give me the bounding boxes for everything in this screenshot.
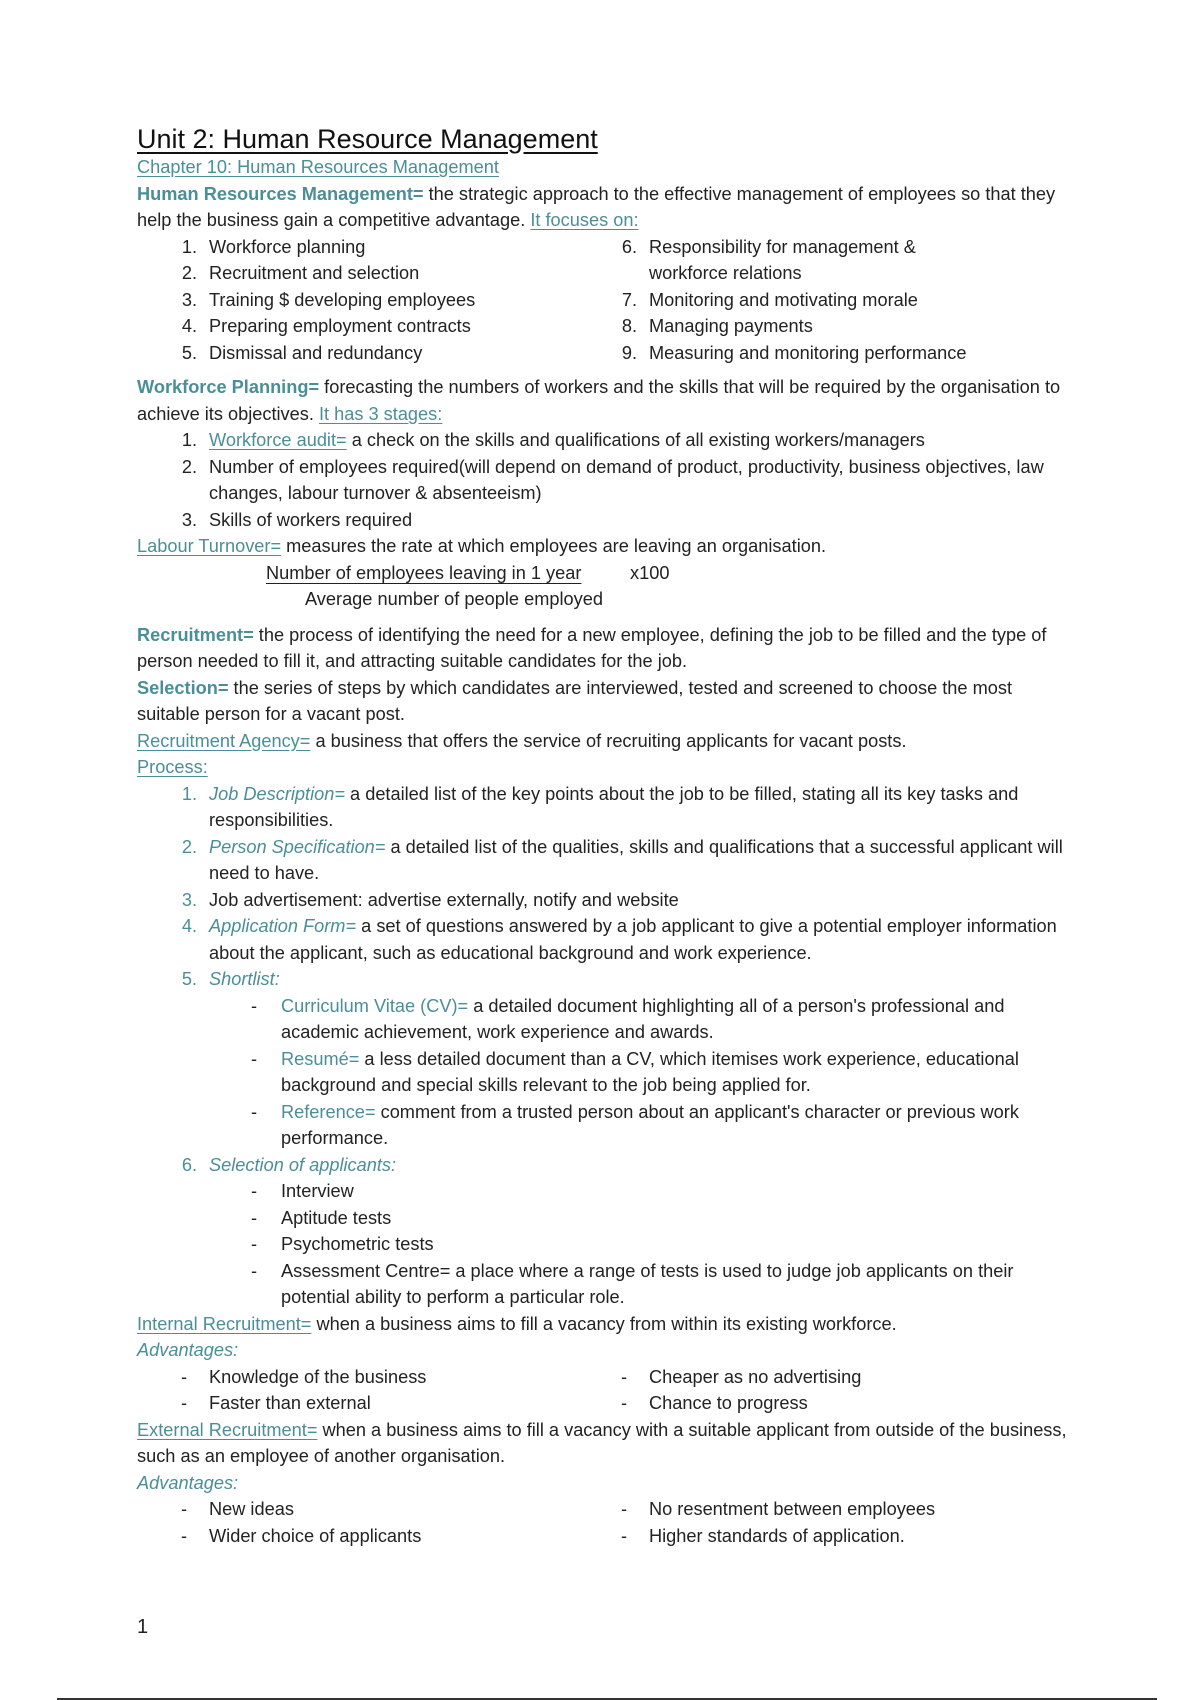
list-text: Wider choice of applicants xyxy=(209,1525,422,1546)
list-number: 3. xyxy=(181,889,197,910)
list-number: 8. xyxy=(621,316,637,336)
list-item xyxy=(137,1178,1067,1205)
list-text: Preparing employment contracts xyxy=(209,316,471,336)
list-item xyxy=(137,1046,1067,1099)
hrm-focus-label: It focuses on: xyxy=(530,210,639,230)
chapter-heading: Chapter 10: Human Resources Management xyxy=(137,157,499,177)
list-text: Monitoring and motivating morale xyxy=(649,289,918,310)
page-number: 1 xyxy=(137,1616,149,1638)
internal-term: Internal Recruitment= xyxy=(137,1313,312,1334)
wp-definition xyxy=(137,374,1067,427)
list-number: 5. xyxy=(181,969,197,989)
lt-term: Labour Turnover= xyxy=(137,536,282,556)
process-term: Application Form= xyxy=(209,916,357,936)
shortlist-def: a less detailed document than a CV, which itemises work experience, educational background and special skills relevant to the job being applied for. xyxy=(281,1048,1019,1095)
process-def: a set of questions answered by a job applicant to give a potential employer information about the applicant, such as educational background and work experience. xyxy=(209,916,1057,963)
agency-definition xyxy=(137,728,1067,755)
list-item xyxy=(607,1496,1067,1523)
list-number: 2. xyxy=(181,456,197,477)
hrm-focus-right xyxy=(607,234,1067,367)
shortlist-term: Curriculum Vitae (CV)= xyxy=(281,995,469,1016)
list-item xyxy=(137,427,1067,454)
list-number: 4. xyxy=(181,316,197,336)
recruitment-def-text: the process of identifying the need for a new employee, defining the job to be filled and the type of person needed to fill it, and attracting suitable candidates for the job. xyxy=(137,624,1047,671)
list-item xyxy=(137,1205,1067,1232)
hrm-term: Human Resources Management= xyxy=(137,183,424,204)
document-page xyxy=(137,122,1067,1549)
wp-term: Workforce Planning= xyxy=(137,377,320,397)
list-number: 3. xyxy=(181,289,197,310)
bullet: - xyxy=(620,1499,627,1519)
list-number: 9. xyxy=(621,342,637,363)
list-text: Knowledge of the business xyxy=(209,1366,427,1387)
internal-advantages-label: Advantages: xyxy=(137,1340,239,1360)
list-text: Dismissal and redundancy xyxy=(209,342,423,363)
list-item xyxy=(137,507,1067,534)
list-item xyxy=(607,1364,1067,1391)
selection-term: Selection= xyxy=(137,677,229,698)
formula-numerator: Number of employees leaving in 1 year xyxy=(266,562,582,583)
list-item xyxy=(137,993,1067,1046)
selection-sublist xyxy=(137,1178,1067,1311)
list-number: 1. xyxy=(181,236,197,257)
wp-audit-term: Workforce audit= xyxy=(209,430,347,450)
list-item xyxy=(137,454,1067,507)
lt-def-text: measures the rate at which employees are leaving an organisation. xyxy=(281,536,827,556)
list-item xyxy=(137,1231,1067,1258)
list-item xyxy=(137,234,607,261)
selection-def-text: the series of steps by which candidates are interviewed, tested and screened to choose the most suitable person for a vacant post. xyxy=(137,677,1013,724)
list-item xyxy=(137,834,1067,887)
list-text: Faster than external xyxy=(209,1393,371,1413)
process-label: Process: xyxy=(137,757,208,777)
selection-definition xyxy=(137,675,1067,728)
list-number: 1. xyxy=(181,783,197,804)
list-item xyxy=(607,313,1067,340)
bullet: - xyxy=(180,1393,187,1413)
list-text: Assessment Centre= a place where a range of tests is used to judge job applicants on their potential ability to perform a particular role. xyxy=(281,1260,1014,1307)
list-item xyxy=(137,340,607,367)
process-term: Selection of applicants: xyxy=(209,1154,397,1175)
recruitment-definition xyxy=(137,622,1067,675)
list-item xyxy=(137,260,607,287)
agency-term: Recruitment Agency= xyxy=(137,730,311,751)
list-text: Number of employees required(will depend on demand of product, productivity, business objectives, law changes, labour turnover & absenteeism) xyxy=(209,456,1044,503)
wp-def-text: forecasting the numbers of workers and the skills that will be required by the organisation to achieve its objectives. xyxy=(137,377,1061,424)
list-number: 5. xyxy=(181,342,197,363)
list-number: 2. xyxy=(181,836,197,857)
list-item xyxy=(137,1390,607,1417)
process-term: Shortlist: xyxy=(209,969,280,989)
list-item xyxy=(607,1390,1067,1417)
labour-turnover-formula xyxy=(137,560,1067,614)
bullet: - xyxy=(250,1101,257,1122)
list-item xyxy=(137,1523,607,1550)
list-number: 6. xyxy=(181,1154,197,1175)
external-advantages-label: Advantages: xyxy=(137,1472,239,1493)
wp-stages-label: It has 3 stages: xyxy=(318,403,443,424)
shortlist-def: comment from a trusted person about an applicant's character or previous work performance. xyxy=(281,1101,1019,1148)
list-text: Managing payments xyxy=(649,316,813,336)
list-text: Chance to progress xyxy=(649,1393,808,1413)
list-item xyxy=(137,1099,1067,1152)
list-text: Training $ developing employees xyxy=(209,289,476,310)
internal-recruitment-definition xyxy=(137,1311,1067,1338)
bullet: - xyxy=(250,1207,257,1228)
internal-advantages xyxy=(137,1364,1067,1417)
list-text: New ideas xyxy=(209,1499,294,1519)
list-item xyxy=(137,781,1067,834)
list-number: 6. xyxy=(621,236,637,257)
process-def: a detailed list of the qualities, skills and qualifications that a successful applicant will need to have. xyxy=(209,836,1063,883)
bullet: - xyxy=(180,1366,187,1387)
list-text: Job advertisement: advertise externally, notify and website xyxy=(209,889,679,910)
formula-multiplier: x100 xyxy=(630,562,670,583)
list-item xyxy=(137,1496,607,1523)
list-item xyxy=(137,913,1067,966)
list-text: No resentment between employees xyxy=(649,1499,936,1519)
process-term: Job Description= xyxy=(209,783,345,804)
process-def: a detailed list of the key points about the job to be filled, stating all its key tasks and responsibilities. xyxy=(209,783,1019,830)
list-text: Responsibility for management & workforce relations xyxy=(649,236,916,283)
bullet: - xyxy=(250,1260,257,1281)
list-text: Recruitment and selection xyxy=(209,263,420,283)
list-number: 1. xyxy=(181,430,197,450)
list-text: Psychometric tests xyxy=(281,1234,434,1254)
page-title: Unit 2: Human Resource Management xyxy=(137,124,598,154)
external-recruitment-definition xyxy=(137,1417,1067,1470)
shortlist-term: Reference= xyxy=(281,1101,376,1122)
recruitment-term: Recruitment= xyxy=(137,624,254,645)
bullet: - xyxy=(620,1393,627,1413)
bullet: - xyxy=(250,1181,257,1201)
hrm-definition xyxy=(137,181,1067,234)
process-term: Person Specification= xyxy=(209,836,386,857)
list-item xyxy=(137,313,607,340)
formula-denominator: Average number of people employed xyxy=(305,588,603,609)
bullet: - xyxy=(180,1499,187,1519)
list-number: 7. xyxy=(621,289,637,310)
external-term: External Recruitment= xyxy=(137,1419,318,1440)
list-text: Interview xyxy=(281,1181,354,1201)
external-def-text: when a business aims to fill a vacancy with a suitable applicant from outside of the business, such as an employee of another organisation. xyxy=(137,1419,1067,1466)
list-text: Skills of workers required xyxy=(209,509,413,530)
list-item xyxy=(137,1364,607,1391)
list-number: 3. xyxy=(181,509,197,530)
list-text: Cheaper as no advertising xyxy=(649,1366,862,1387)
list-item xyxy=(137,1258,1067,1311)
bullet: - xyxy=(250,995,257,1016)
list-item xyxy=(137,887,1067,914)
internal-def-text: when a business aims to fill a vacancy from within its existing workforce. xyxy=(311,1313,897,1334)
list-text: Aptitude tests xyxy=(281,1207,392,1228)
list-text: Measuring and monitoring performance xyxy=(649,342,967,363)
shortlist-def: a detailed document highlighting all of a person's professional and academic achievement, work experience and awards. xyxy=(281,995,1005,1042)
bullet: - xyxy=(620,1366,627,1387)
wp-audit-def: a check on the skills and qualifications of all existing workers/managers xyxy=(346,430,925,450)
agency-def-text: a business that offers the service of recruiting applicants for vacant posts. xyxy=(310,730,907,751)
list-item xyxy=(607,234,1067,287)
hrm-focus-left xyxy=(137,234,607,367)
list-item xyxy=(607,287,1067,314)
hrm-focus-list xyxy=(137,234,1067,367)
list-item xyxy=(607,340,1067,367)
bullet: - xyxy=(180,1525,187,1546)
list-text: Higher standards of application. xyxy=(649,1525,905,1546)
bullet: - xyxy=(250,1048,257,1069)
list-number: 4. xyxy=(181,916,197,936)
list-item xyxy=(137,966,1067,993)
list-item xyxy=(137,1152,1067,1179)
bullet: - xyxy=(250,1234,257,1254)
shortlist-term: Resumé= xyxy=(281,1048,360,1069)
list-text: Workforce planning xyxy=(209,236,366,257)
list-number: 2. xyxy=(181,263,197,283)
bullet: - xyxy=(620,1525,627,1546)
list-item xyxy=(607,1523,1067,1550)
list-item xyxy=(137,287,607,314)
external-advantages xyxy=(137,1496,1067,1549)
shortlist-sublist xyxy=(137,993,1067,1152)
labour-turnover-definition xyxy=(137,533,1067,560)
hrm-def-text: the strategic approach to the effective management of employees so that they help the business gain a competitive advantage. xyxy=(137,183,1056,230)
